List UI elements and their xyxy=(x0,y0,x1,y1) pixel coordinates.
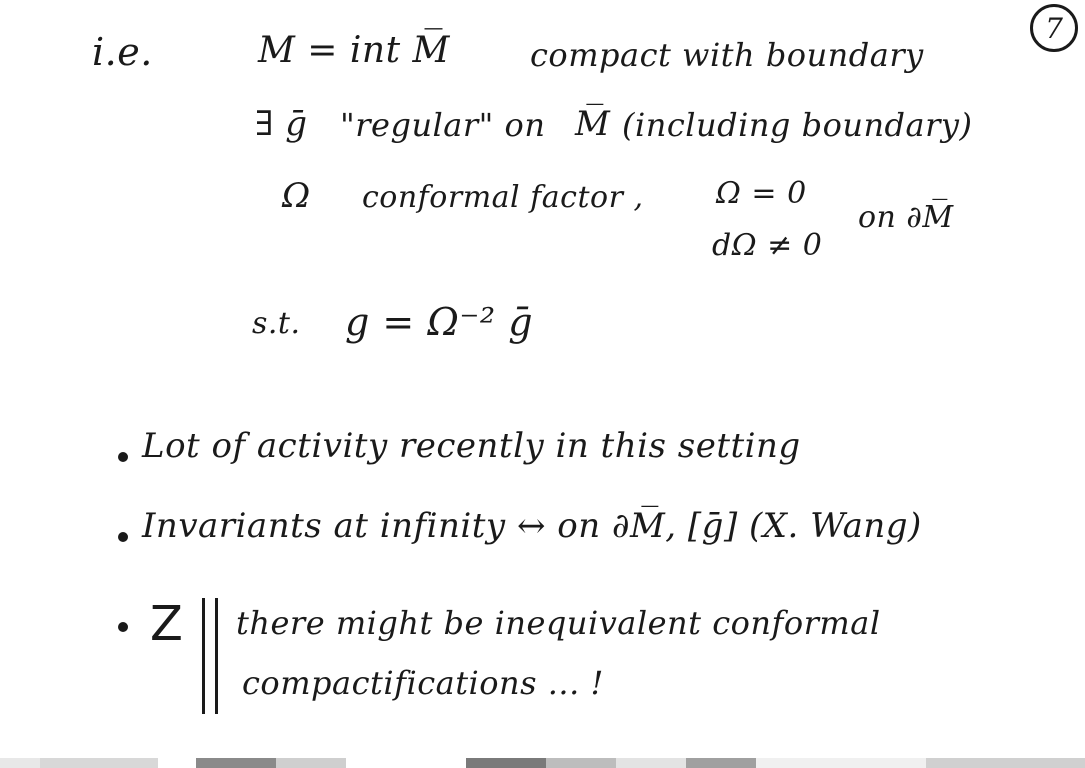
metric-formula: g = Ω⁻² ḡ xyxy=(345,300,534,344)
note-line-2: compactifications ... ! xyxy=(242,664,604,702)
swatch xyxy=(346,758,466,768)
regular-on: "regular" on xyxy=(340,106,546,144)
swatch xyxy=(196,758,276,768)
swatch xyxy=(756,758,926,768)
page-number-badge xyxy=(1030,4,1078,52)
bullet-dot xyxy=(118,452,128,462)
note-line-1: there might be inequivalent conformal xyxy=(236,604,881,642)
d-omega-nonzero: dΩ ≠ 0 xyxy=(712,228,823,263)
m-int-mbar: M = int M̅ xyxy=(258,30,450,71)
omega-symbol: Ω xyxy=(282,176,311,216)
bullet-dot xyxy=(118,622,128,632)
compact-with-boundary: compact with boundary xyxy=(530,36,924,74)
ie-label: i.e. xyxy=(92,30,153,74)
bullet-dot xyxy=(118,532,128,542)
bullet-invariants: Invariants at infinity ↔ on ∂M̅, [ḡ] (X. Wang) xyxy=(142,506,922,546)
swatch xyxy=(40,758,158,768)
swatch xyxy=(0,758,40,768)
double-bar xyxy=(202,598,218,714)
swatch xyxy=(926,758,1085,768)
swatch xyxy=(616,758,686,768)
exists-gbar: ∃ ḡ xyxy=(255,104,308,144)
swatch xyxy=(686,758,756,768)
swatch xyxy=(466,758,546,768)
on-boundary: on ∂M̅ xyxy=(858,200,954,235)
page-number: 7 xyxy=(1045,11,1063,45)
such-that: s.t. xyxy=(252,306,301,341)
including-boundary: (including boundary) xyxy=(622,106,973,144)
bullet-activity: Lot of activity recently in this setting xyxy=(142,426,801,466)
z-symbol: Z xyxy=(150,596,183,652)
swatch xyxy=(546,758,616,768)
swatch xyxy=(276,758,346,768)
scanner-color-strip xyxy=(0,758,1085,768)
swatch xyxy=(158,758,196,768)
omega-zero: Ω = 0 xyxy=(716,176,807,211)
mbar: M̅ xyxy=(575,104,611,144)
conformal-factor: conformal factor , xyxy=(362,180,644,215)
